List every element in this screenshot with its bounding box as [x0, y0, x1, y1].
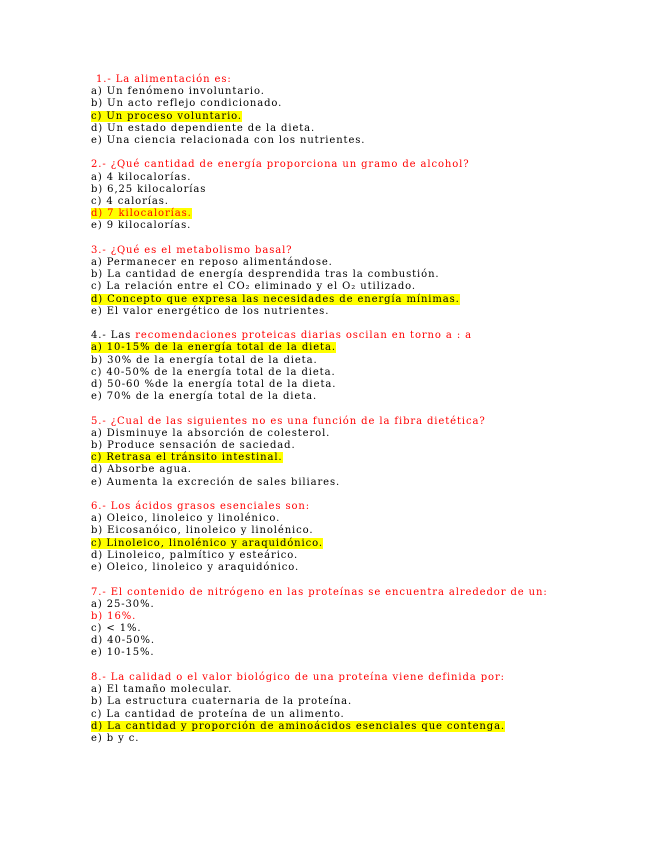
option-c-highlighted: c) Un proceso voluntario.	[91, 110, 243, 122]
option-b: b) La estructura cuaternaria de la proteína.	[91, 696, 353, 708]
question-title: 5.- ¿Cual de las siguientes no es una función de la fibra dietética?	[91, 415, 486, 427]
question-2	[91, 159, 561, 232]
option-e: e) 10-15%.	[91, 647, 155, 659]
question-title	[91, 330, 561, 342]
option-c-highlighted: c) Retrasa el tránsito intestinal.	[91, 452, 283, 464]
question-title-prefix: 4.- Las	[91, 330, 136, 342]
option-a: a) 4 kilocalorías.	[91, 171, 192, 183]
question-title: 6.- Los ácidos grasos esenciales son:	[91, 501, 311, 513]
question-title: 1.- La alimentación es:	[96, 74, 232, 85]
option-d: d) 40-50%.	[91, 635, 155, 647]
option-e: e) b y c.	[91, 732, 140, 744]
option-a: a) Oleico, linoleico y linolénico.	[91, 513, 281, 525]
question-6	[91, 501, 561, 574]
option-b: b) 6,25 kilocalorías	[91, 183, 207, 195]
option-c-highlighted: c) Linoleico, linolénico y araquidónico.	[91, 537, 323, 549]
quiz-document	[91, 74, 561, 757]
option-c: c) La cantidad de proteína de un alimento.	[91, 708, 345, 720]
option-a-highlighted: a) 10-15% de la energía total de la dieta.	[91, 342, 336, 354]
option-b: b) Produce sensación de saciedad.	[91, 440, 296, 452]
option-a: a) 25-30%.	[91, 598, 155, 610]
question-4	[91, 330, 561, 403]
option-b: b) La cantidad de energía desprendida tras la combustión.	[91, 269, 440, 281]
option-d-highlighted: d) 7 kilocalorías.	[91, 208, 192, 220]
option-e: e) Oleico, linoleico y araquidónico.	[91, 562, 300, 574]
option-e: e) Aumenta la excreción de sales biliares.	[91, 476, 341, 488]
option-b: b) Un acto reflejo condicionado.	[91, 98, 283, 110]
question-5	[91, 416, 561, 489]
question-title: 2.- ¿Qué cantidad de energía proporciona un gramo de alcohol?	[91, 159, 470, 171]
question-8	[91, 672, 561, 745]
question-title-text: recomendaciones proteicas diarias oscilan en torno a : a	[135, 330, 473, 342]
option-a: a) Un fenómeno involuntario.	[91, 86, 265, 98]
option-c: c) La relación entre el CO₂ eliminado y el O₂ utilizado.	[91, 281, 416, 293]
option-a: a) Permanecer en reposo alimentándose.	[91, 257, 333, 269]
question-title: 8.- La calidad o el valor biológico de una proteína viene definida por:	[91, 671, 505, 683]
question-3	[91, 245, 561, 318]
option-c: c) 40-50% de la energía total de la dieta.	[91, 366, 336, 378]
option-d: d) Linoleico, palmítico y esteárico.	[91, 549, 299, 561]
option-e: e) Una ciencia relacionada con los nutrientes.	[91, 134, 366, 146]
option-b: b) 30% de la energía total de la dieta.	[91, 354, 318, 366]
question-title: 3.- ¿Qué es el metabolismo basal?	[91, 244, 293, 256]
option-d: d) Absorbe agua.	[91, 464, 192, 476]
option-a: a) El tamaño molecular.	[91, 684, 233, 696]
option-e: e) El valor energético de los nutrientes.	[91, 305, 330, 317]
question-1	[91, 74, 561, 147]
question-title: 7.- El contenido de nitrógeno en las proteínas se encuentra alrededor de un:	[91, 586, 548, 598]
question-7	[91, 587, 561, 660]
option-d: d) Un estado dependiente de la dieta.	[91, 122, 316, 134]
option-c: c) 4 calorías.	[91, 195, 169, 207]
option-d-highlighted: d) La cantidad y proporción de aminoácidos esenciales que contenga.	[91, 720, 506, 732]
option-b: b) Eicosanóico, linoleico y linolénico.	[91, 525, 314, 537]
option-e: e) 9 kilocalorías.	[91, 220, 192, 232]
option-c: c) < 1%.	[91, 623, 142, 635]
option-d-highlighted: d) Concepto que expresa las necesidades de energía mínimas.	[91, 293, 460, 305]
option-e: e) 70% de la energía total de la dieta.	[91, 391, 318, 403]
option-d: d) 50-60 %de la energía total de la dieta.	[91, 379, 337, 391]
option-b-correct: b) 16%.	[91, 610, 137, 622]
option-a: a) Disminuye la absorción de colesterol.	[91, 427, 331, 439]
